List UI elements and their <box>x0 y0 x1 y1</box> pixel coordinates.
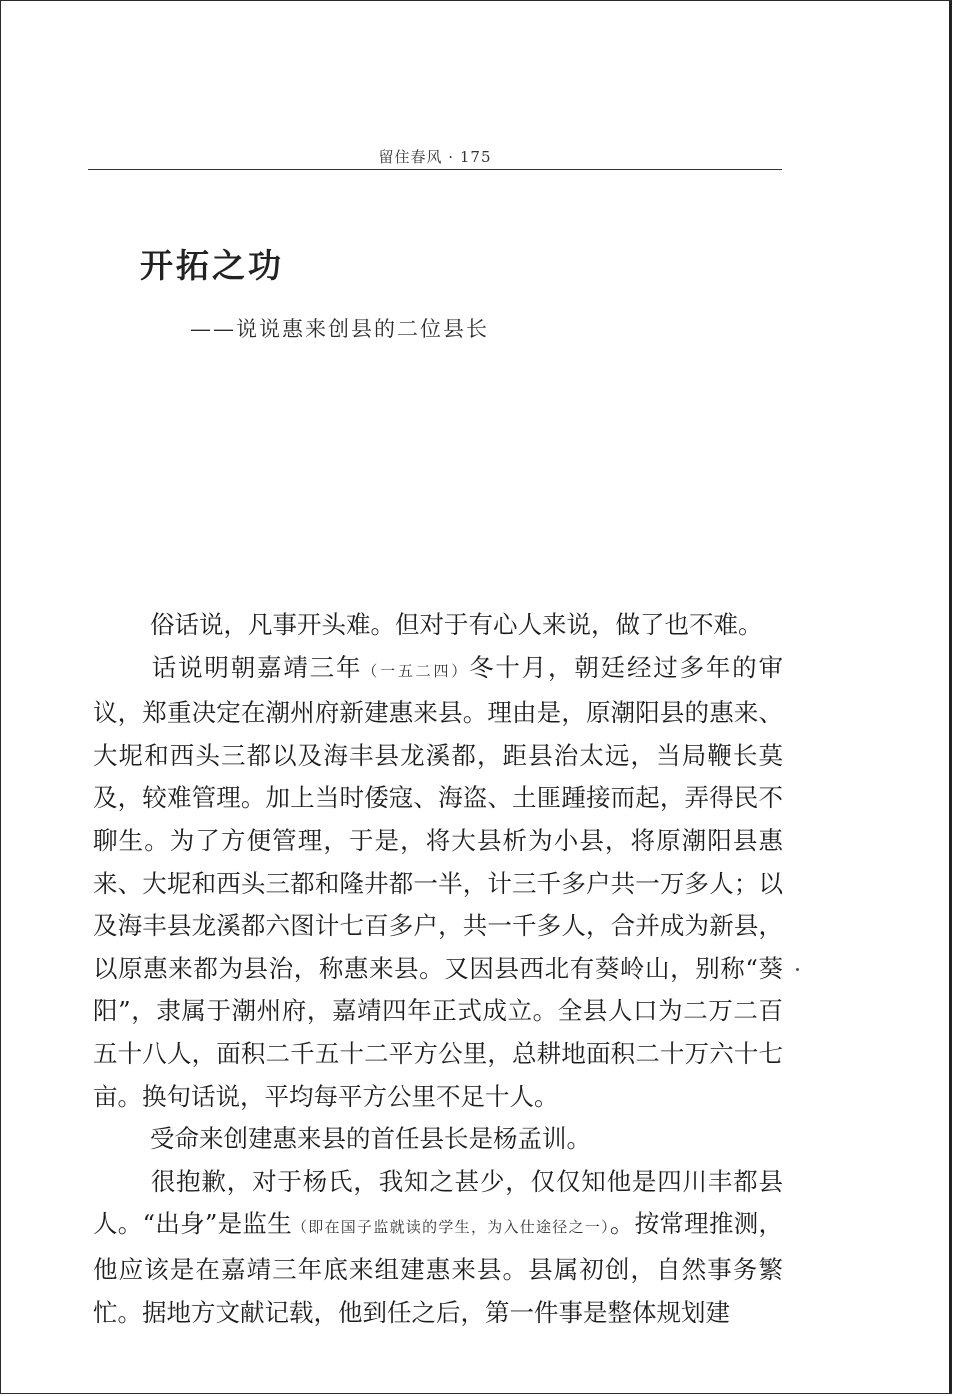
paragraph-text-before-note: 很抱歉，对于杨氏，我知之甚少，仅仅知他是四川丰都县人。“出身”是监生 <box>93 1166 783 1239</box>
running-title: 留住春风 <box>378 148 443 166</box>
header-rule <box>88 169 782 170</box>
page-edge-bar <box>949 1 952 1393</box>
inline-note: （一五二四） <box>362 661 470 680</box>
paragraph-text: 俗话说，凡事开头难。但对于有心人来说，做了也不难。 <box>150 610 763 639</box>
paragraph-1 <box>93 604 783 647</box>
paragraph-3 <box>93 1118 783 1161</box>
article-subtitle: ——说说惠来创县的二位县长 <box>190 317 489 341</box>
scan-speck <box>796 968 799 971</box>
paragraph-text-after-note: 。按常理推测，他应该是在嘉靖三年底来组建惠来县。县属初创，自然事务繁忙。据地方文献记载，他到任之后，第一件事是整体规划建 <box>93 1209 783 1327</box>
paragraph-2 <box>93 647 783 1119</box>
running-header <box>88 142 782 170</box>
paragraph-text-before-note: 话说明朝嘉靖三年 <box>150 652 363 682</box>
inline-note: （即在国子监就读的学生，为入仕途径之一） <box>291 1218 610 1237</box>
article-body <box>93 604 783 1334</box>
paragraph-4 <box>93 1161 783 1334</box>
paragraph-text: 受命来创建惠来县的首任县长是杨孟训。 <box>150 1124 591 1154</box>
article-title: 开拓之功 <box>140 246 284 285</box>
page-number: 175 <box>459 148 492 166</box>
paragraph-text-after-note: 冬十月，朝廷经过多年的审议，郑重决定在潮州府新建惠来县。理由是，原潮阳县的惠来、大坭和西头三都以及海丰县龙溪都，距县治太远，当局鞭长莫及，较难管理。加上当时倭寇、海盗、土匪踵接而起，弄得民不聊生。为了方便管理，于是，将大县析为小县，将原潮阳县惠来、大坭和西头三都和隆井都一半，计三千多户共一万多人；以及海丰县龙溪都六图计七百多户，共一千多人，合并成为新县，以原惠来都为县治，称惠来县。又因县西北有葵岭山，别称“葵阳”，隶属于潮州府，嘉靖四年正式成立。全县人口为二万二百五十八人，面积二千五十二平方公里，总耕地面积二十万六十七亩。换句话说，平均每平方公里不足十人。 <box>93 652 783 1111</box>
running-header-text <box>88 146 782 167</box>
header-separator: · <box>448 148 455 166</box>
